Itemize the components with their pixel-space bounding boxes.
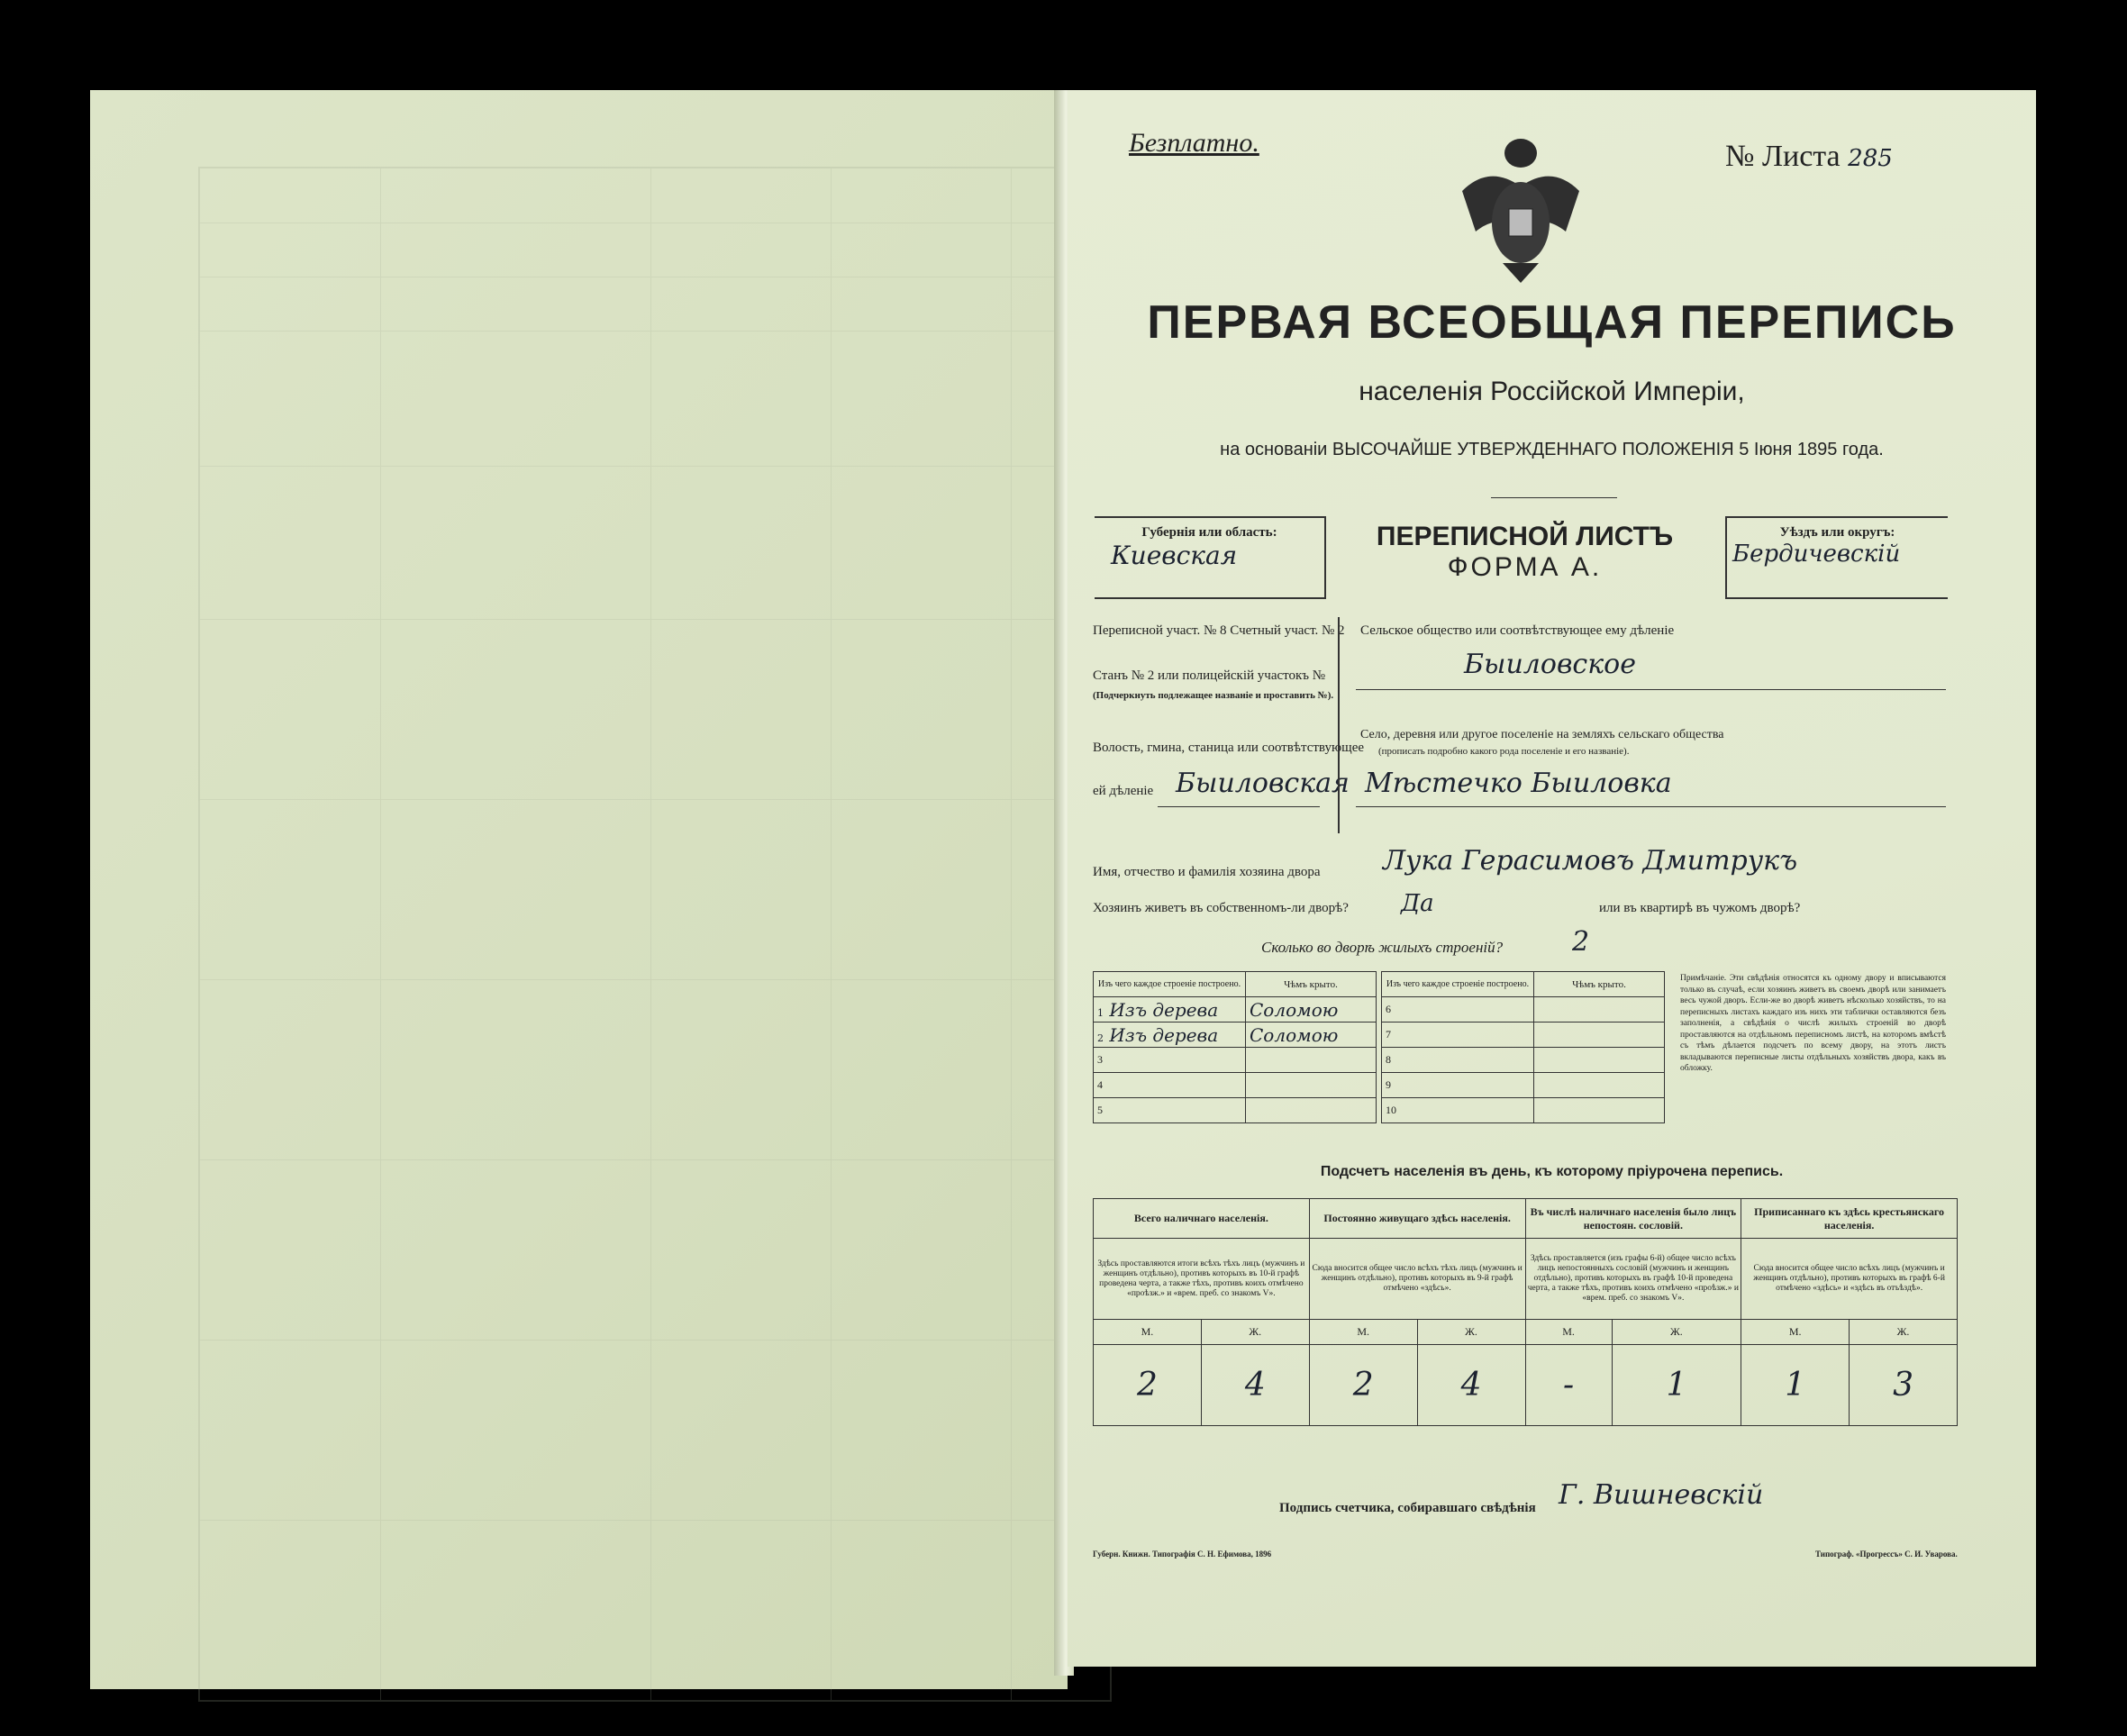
table-row bbox=[1094, 997, 1377, 1023]
summary-header: Всего наличнаго населенія. bbox=[1094, 1199, 1310, 1239]
uezd-value: Бердичевскій bbox=[1732, 541, 1901, 568]
table-row bbox=[1382, 1023, 1665, 1048]
owner-lives-value: Да bbox=[1401, 890, 1434, 917]
owner-apartment-label: или въ квартирѣ въ чужомъ дворѣ? bbox=[1599, 901, 1801, 915]
owner-lives-label: Хозяинъ живетъ въ собственномъ-ли дворѣ? bbox=[1093, 901, 1349, 915]
summary-note: Сюда вносится общее число всѣхъ тѣхъ лицъ (мужчинъ и женщинъ отдѣльно), противъ которыхъ въ 9-й графѣ отмѣчено «здѣсь». bbox=[1309, 1239, 1525, 1320]
count-cell: 1 bbox=[1612, 1345, 1741, 1426]
summary-note: Здѣсь проставляются итоги всѣхъ тѣхъ лицъ (мужчинъ и женщинъ отдѣльно), противъ которыхъ въ 10-й графѣ проведена черта, а также тѣхъ, противъ коихъ отмѣчено «проѣзж.» и «врем. преб. со знакомъ V». bbox=[1094, 1239, 1310, 1320]
volost-value: Быиловская bbox=[1176, 768, 1350, 799]
table-row bbox=[1382, 1098, 1665, 1123]
volost-label: Волость, гмина, станица или соотвѣтствующее bbox=[1093, 741, 1365, 755]
owner-name-label: Имя, отчество и фамилія хозяина двора bbox=[1093, 865, 1321, 879]
row-number: 3 bbox=[1094, 1048, 1246, 1073]
count-cell: 1 bbox=[1741, 1345, 1850, 1426]
printer-right: Типограф. «Прогрессъ» С. И. Уварова. bbox=[1815, 1550, 1958, 1559]
count-cell: 2 bbox=[1094, 1345, 1202, 1426]
col-material-header: Изъ чего каждое строеніе построено. bbox=[1094, 972, 1246, 997]
village-value: Мѣстечко Быиловка bbox=[1365, 768, 1672, 799]
census-form-page bbox=[1068, 90, 2036, 1667]
row-number: 9 bbox=[1382, 1073, 1534, 1098]
imperial-eagle-emblem bbox=[1453, 128, 1588, 286]
stan-note: (Подчеркнуть подлежащее названіе и проставить №). bbox=[1093, 690, 1334, 701]
buildings-table-right bbox=[1381, 971, 1665, 1123]
sex-label: М. bbox=[1309, 1320, 1417, 1345]
sex-label: Ж. bbox=[1201, 1320, 1309, 1345]
society-value: Быиловское bbox=[1464, 649, 1636, 680]
sex-label: М. bbox=[1741, 1320, 1850, 1345]
count-cell: - bbox=[1525, 1345, 1612, 1426]
table-row bbox=[1382, 1073, 1665, 1098]
subtitle: населенія Россійской Имперіи, bbox=[1359, 377, 1745, 406]
row-number: 4 bbox=[1094, 1073, 1246, 1098]
gubernia-label: Губернія или область: bbox=[1141, 525, 1277, 540]
count-cell: 2 bbox=[1309, 1345, 1417, 1426]
form-title-box bbox=[1324, 516, 1725, 595]
village-note: (прописать подробно какого рода поселеніе и его названіе). bbox=[1378, 746, 1630, 757]
col-roof-header: Чѣмъ крыто. bbox=[1246, 972, 1377, 997]
row-number: 8 bbox=[1382, 1048, 1534, 1073]
stan-field: Станъ № 2 или полицейскій участокъ № bbox=[1093, 668, 1326, 683]
sex-label: Ж. bbox=[1850, 1320, 1958, 1345]
volost-underline bbox=[1158, 806, 1320, 807]
col-roof-header: Чѣмъ крыто. bbox=[1534, 972, 1665, 997]
printer-left: Губерн. Книжн. Типографія С. Н. Ефимова, 1896 bbox=[1093, 1550, 1272, 1559]
roof-cell: Соломою bbox=[1246, 1023, 1377, 1048]
form-type: ФОРМА А. bbox=[1447, 552, 1603, 582]
row-number: 10 bbox=[1382, 1098, 1534, 1123]
row-number: 1 bbox=[1097, 1006, 1104, 1019]
material-cell: Изъ дерева bbox=[1109, 1023, 1219, 1046]
sex-label: Ж. bbox=[1417, 1320, 1525, 1345]
main-title: ПЕРВАЯ ВСЕОБЩАЯ ПЕРЕПИСЬ bbox=[1147, 296, 1957, 349]
population-summary-table bbox=[1093, 1198, 1958, 1426]
table-row bbox=[1094, 1023, 1377, 1048]
row-number: 7 bbox=[1382, 1023, 1534, 1048]
table-row bbox=[1094, 1098, 1377, 1123]
row-number: 5 bbox=[1094, 1098, 1246, 1123]
row-number: 6 bbox=[1382, 997, 1534, 1023]
summary-header: Приписаннаго къ здѣсь крестьянскаго населенія. bbox=[1741, 1199, 1958, 1239]
bleed-through-lines bbox=[198, 167, 1112, 1702]
summary-header: Постоянно живущаго здѣсь населенія. bbox=[1309, 1199, 1525, 1239]
uchastok-field: Переписной участ. № 8 Счетный участ. № 2 bbox=[1093, 623, 1345, 638]
gubernia-value: Киевская bbox=[1111, 541, 1238, 570]
buildings-count: 2 bbox=[1572, 926, 1590, 958]
buildings-table-left bbox=[1093, 971, 1377, 1123]
sex-label: М. bbox=[1094, 1320, 1202, 1345]
summary-note: Здѣсь проставляется (изъ графы 6-й) общее число всѣхъ лицъ непостоянныхъ сословій (мужчинъ и женщинъ отдѣльно), противъ которыхъ въ графѣ 10-й проведена черта, а также тѣхъ, противъ коихъ отмѣчено «проѣзж.» и «врем. преб. со знакомъ V». bbox=[1525, 1239, 1741, 1320]
signature-value: Г. Вишневскій bbox=[1559, 1479, 1764, 1511]
society-label: Сельское общество или соотвѣтствующее ему дѣленіе bbox=[1360, 623, 1675, 638]
roof-cell: Соломою bbox=[1246, 997, 1377, 1023]
field-divider bbox=[1338, 617, 1340, 833]
village-underline bbox=[1356, 806, 1946, 807]
material-cell: Изъ дерева bbox=[1109, 998, 1219, 1021]
count-cell: 4 bbox=[1201, 1345, 1309, 1426]
ornament-rule bbox=[1491, 497, 1617, 498]
buildings-note: Примѣчаніе. Эти свѣдѣнія относятся къ одному двору и вписываются только въ случаѣ, если хозяинъ живетъ въ своемъ дворѣ или занимаетъ весь чужой дворъ. Если-же во дворѣ живетъ нѣсколько хозяйствъ, то на переписныхъ листахъ каждаго изъ нихъ эти таблички оставляются безъ заполненія, а свѣдѣнія о числѣ жилыхъ строеній во дворѣ проставляются на отдѣльномъ переписномъ листѣ, на которомъ вмѣстѣ съ тѣмъ дѣлается подсчетъ по всему двору, на этотъ листъ вкладываются переписные листы отдѣльныхъ хозяйствъ двора, какъ въ обложку. bbox=[1680, 974, 1946, 1073]
left-page bbox=[90, 90, 1068, 1689]
row-number: 2 bbox=[1097, 1032, 1104, 1044]
table-row bbox=[1094, 1073, 1377, 1098]
free-label: Безплатно. bbox=[1129, 128, 1259, 158]
table-row bbox=[1094, 1048, 1377, 1073]
table-row bbox=[1382, 1048, 1665, 1073]
volost-label-2: ей дѣленіе bbox=[1093, 784, 1154, 798]
signature-label: Подпись счетчика, собиравшаго свѣдѣнія bbox=[1279, 1501, 1536, 1515]
form-title: ПЕРЕПИСНОЙ ЛИСТЪ bbox=[1376, 522, 1674, 551]
gubernia-box bbox=[1095, 516, 1326, 599]
owner-name-value: Лука Герасимовъ Дмитрукъ bbox=[1383, 845, 1798, 877]
summary-title: Подсчетъ населенія въ день, къ которому пріурочена перепись. bbox=[1320, 1164, 1784, 1179]
summary-header: Въ числѣ наличнаго населенія было лицъ непостоян. сословій. bbox=[1525, 1199, 1741, 1239]
col-material-header: Изъ чего каждое строеніе построено. bbox=[1382, 972, 1534, 997]
count-cell: 3 bbox=[1850, 1345, 1958, 1426]
legal-basis: на основаніи ВЫСОЧАЙШЕ УТВЕРЖДЕННАГО ПОЛОЖЕНІЯ 5 Іюня 1895 года. bbox=[1220, 440, 1884, 459]
buildings-question: Сколько во дворѣ жилыхъ строеній? bbox=[1261, 939, 1504, 956]
sheet-number bbox=[1725, 140, 1893, 174]
table-row bbox=[1382, 997, 1665, 1023]
sheet-number-label: № Листа bbox=[1725, 140, 1841, 173]
society-underline bbox=[1356, 689, 1946, 690]
uezd-label: Уѣздъ или округъ: bbox=[1779, 525, 1895, 540]
sex-label: М. bbox=[1525, 1320, 1612, 1345]
village-label: Село, деревня или другое поселеніе на земляхъ сельскаго общества bbox=[1360, 728, 1724, 741]
uezd-box bbox=[1725, 516, 1948, 599]
summary-note: Сюда вносится общее число всѣхъ лицъ (мужчинъ и женщинъ отдѣльно), противъ которыхъ въ графѣ 6-й отмѣчено «здѣсь» и «здѣсь въ отъѣздѣ». bbox=[1741, 1239, 1958, 1320]
count-cell: 4 bbox=[1417, 1345, 1525, 1426]
sex-label: Ж. bbox=[1612, 1320, 1741, 1345]
sheet-number-value: 285 bbox=[1848, 145, 1893, 172]
